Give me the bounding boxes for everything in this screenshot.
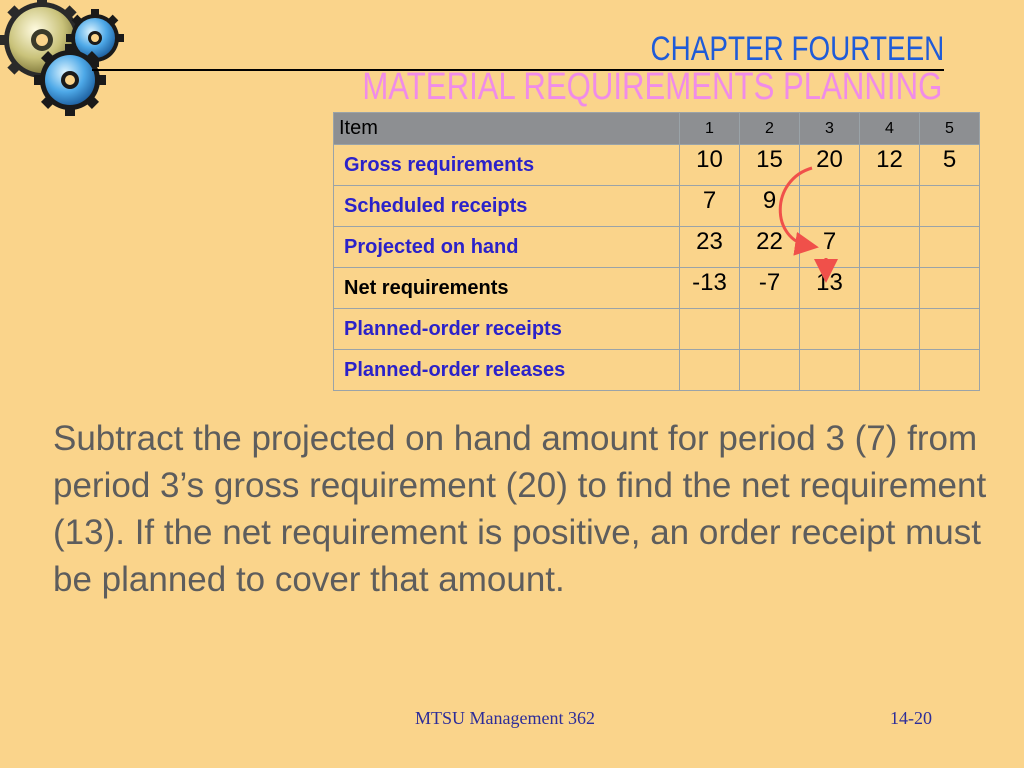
table-cell — [920, 350, 980, 391]
period-header: 3 — [800, 113, 860, 145]
row-label: Gross requirements — [334, 145, 680, 186]
item-header: Item — [334, 113, 680, 145]
table-cell: -13 — [680, 268, 740, 309]
table-cell — [860, 186, 920, 227]
table-cell: 9 — [740, 186, 800, 227]
explanation-text: Subtract the projected on hand amount for period 3 (7) from period 3’s gross requirement (20) to find the net requirement (13). If the net requirement is positive, an order receipt must be planned to cover that amount. — [53, 419, 987, 599]
table-cell — [920, 227, 980, 268]
row-label: Planned-order receipts — [334, 309, 680, 350]
table-row — [334, 227, 980, 268]
row-label: Planned-order releases — [334, 350, 680, 391]
slide-number: 14-20 — [890, 708, 932, 728]
table-cell: 7 — [800, 227, 860, 268]
table-cell — [920, 309, 980, 350]
mrp-table — [333, 112, 980, 391]
table-row — [334, 350, 980, 391]
table-cell: 23 — [680, 227, 740, 268]
table-cell — [680, 350, 740, 391]
table-header-row — [334, 113, 980, 145]
table-cell — [920, 186, 980, 227]
table-cell — [860, 268, 920, 309]
course-footer: MTSU Management 362 — [415, 708, 595, 728]
table-cell: -7 — [740, 268, 800, 309]
table-cell: 22 — [740, 227, 800, 268]
row-label: Scheduled receipts — [334, 186, 680, 227]
table-cell — [740, 309, 800, 350]
table-cell: 12 — [860, 145, 920, 186]
table-cell — [860, 350, 920, 391]
chapter-title: CHAPTER FOURTEEN — [650, 30, 944, 68]
table-cell — [800, 309, 860, 350]
table-cell: 10 — [680, 145, 740, 186]
table-cell — [800, 186, 860, 227]
table-row — [334, 309, 980, 350]
period-header: 5 — [920, 113, 980, 145]
table-cell — [740, 350, 800, 391]
table-cell: 20 — [800, 145, 860, 186]
table-cell: 15 — [740, 145, 800, 186]
table-row — [334, 268, 980, 309]
table-cell: 5 — [920, 145, 980, 186]
table-cell: 13 — [800, 268, 860, 309]
table-row — [334, 186, 980, 227]
table-cell — [920, 268, 980, 309]
gears-icon — [0, 0, 130, 120]
table-cell — [680, 309, 740, 350]
row-label: Net requirements — [334, 268, 680, 309]
period-header: 1 — [680, 113, 740, 145]
table-cell: 7 — [680, 186, 740, 227]
table-cell — [860, 309, 920, 350]
slide-title: MATERIAL REQUIREMENTS PLANNING — [361, 66, 942, 108]
table-cell — [860, 227, 920, 268]
table-cell — [800, 350, 860, 391]
table-row — [334, 145, 980, 186]
row-label: Projected on hand — [334, 227, 680, 268]
period-header: 4 — [860, 113, 920, 145]
period-header: 2 — [740, 113, 800, 145]
